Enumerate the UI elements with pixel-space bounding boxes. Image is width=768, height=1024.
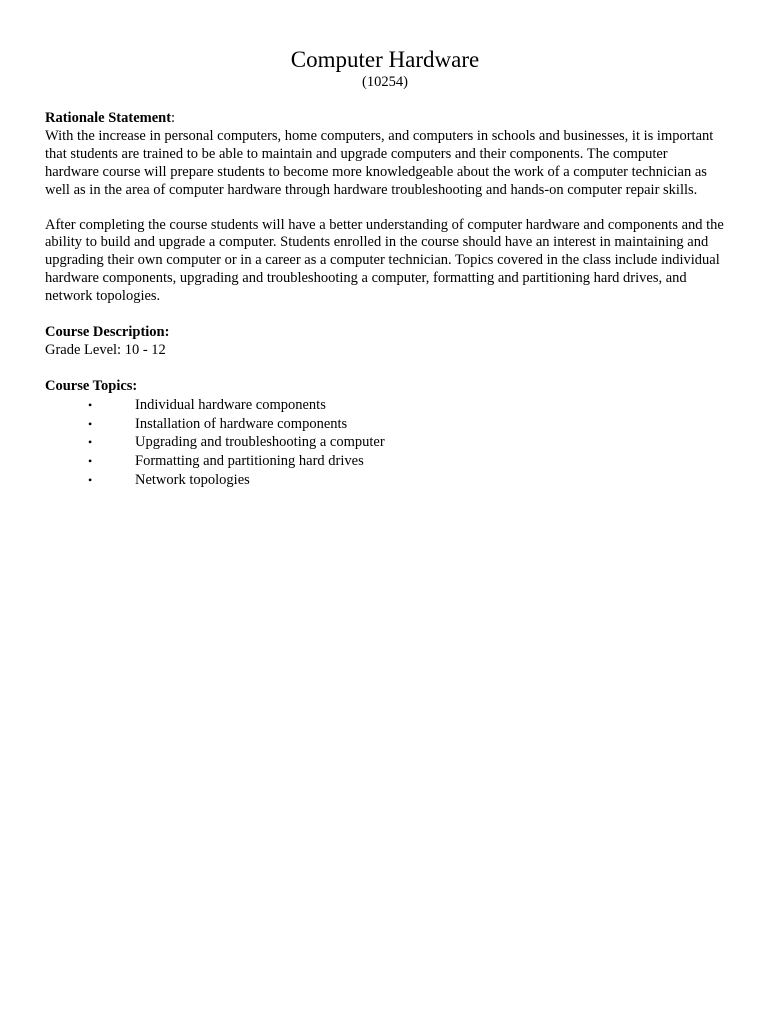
document-page [45, 46, 725, 490]
rationale-heading-colon: : [171, 110, 176, 126]
topic-label: Upgrading and troubleshooting a computer [135, 434, 385, 451]
topic-label: Formatting and partitioning hard drives [135, 453, 364, 470]
list-item [45, 452, 725, 471]
description-heading: Course Description: [45, 324, 170, 341]
topics-section [45, 378, 725, 490]
description-section [45, 324, 725, 360]
rationale-heading: Rationale Statement [45, 110, 172, 126]
topic-label: Individual hardware components [135, 396, 326, 413]
topic-label: Installation of hardware components [135, 415, 348, 432]
document-title: Computer Hardware [290, 47, 480, 72]
list-item [45, 396, 725, 415]
bullet-icon: • [88, 397, 93, 412]
list-item [45, 415, 725, 434]
list-item [45, 471, 725, 490]
rationale-section [45, 110, 725, 306]
bullet-icon: • [88, 454, 93, 469]
topic-label: Network topologies [135, 471, 250, 488]
bullet-icon: • [88, 416, 93, 431]
grade-level: Grade Level: 10 - 12 [45, 341, 166, 358]
topics-heading: Course Topics: [45, 377, 138, 394]
rationale-paragraph-2: After completing the course students will have a better understanding of computer hardware and components and the ability to build and upgrade a computer. Students enrolled in the course should have an interest in maintaining and upgrading their own computer or in a career as a computer technician. Topics covered in the class include individual hardware components, upgrading and troubleshooting a computer, formatting and partitioning hard drives, and network topologies. [45, 216, 724, 305]
topics-list [45, 396, 725, 490]
bullet-icon: • [88, 472, 93, 487]
rationale-heading-line [45, 110, 725, 128]
list-item [45, 433, 725, 452]
rationale-paragraph-1: With the increase in personal computers, home computers, and computers in schools and businesses, it is important that students are trained to be able to maintain and upgrade computers and their components. The computer hardware course will prepare students to become more knowledgeable about the work of a computer technician as well as in the area of computer hardware through hardware troubleshooting and hands-on computer repair skills. [45, 127, 714, 198]
bullet-icon: • [88, 435, 93, 450]
course-code: (10254) [362, 74, 408, 90]
